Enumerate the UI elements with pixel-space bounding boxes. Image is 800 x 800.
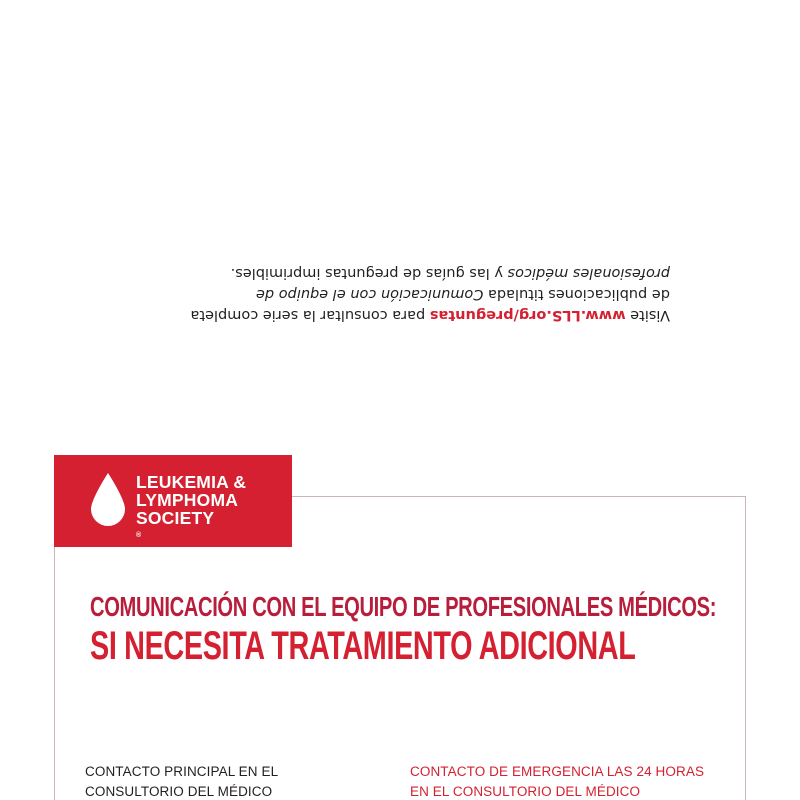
blood-drop-icon [91,473,125,527]
title-line-2: SI NECESITA TRATAMIENTO ADICIONAL [90,624,636,668]
title-line-1: COMUNICACIÓN CON EL EQUIPO DE PROFESIONALES MÉDICOS: [90,591,717,622]
back-flap-line-3 [138,262,670,283]
logo-society: SOCIETY [136,508,215,528]
back-flap-line-2 [138,283,670,304]
back-flap-line-1 [138,304,670,325]
guides-text: y las guías de preguntas imprimibles. [230,265,508,281]
lls-logo [54,455,292,547]
logo-line-2: LYMPHOMA [136,490,239,510]
series-title-italic-2: profesionales médicos [507,265,670,281]
emergency-contact-label: CONTACTO DE EMERGENCIA LAS 24 HORAS EN EL CONSULTORIO DEL MÉDICO [410,764,705,799]
back-flap-text [138,262,670,325]
publications-text: de publicaciones titulada [483,286,670,302]
logo-line-1: LEUKEMIA & [136,472,247,492]
series-title-italic: Comunicación con el equipo de [255,286,484,302]
primary-contact-label: CONTACTO PRINCIPAL EN EL CONSULTORIO DEL MÉDICO [85,764,279,799]
logo-line-3 [136,509,246,545]
preguntas-link[interactable]: www.LLS.org/preguntas [429,307,626,323]
document-title [90,590,730,668]
visit-text: Visite [625,307,670,323]
logo-wordmark [136,473,246,545]
registered-mark: ® [136,532,142,539]
series-text: para consultar la serie completa [190,307,430,323]
